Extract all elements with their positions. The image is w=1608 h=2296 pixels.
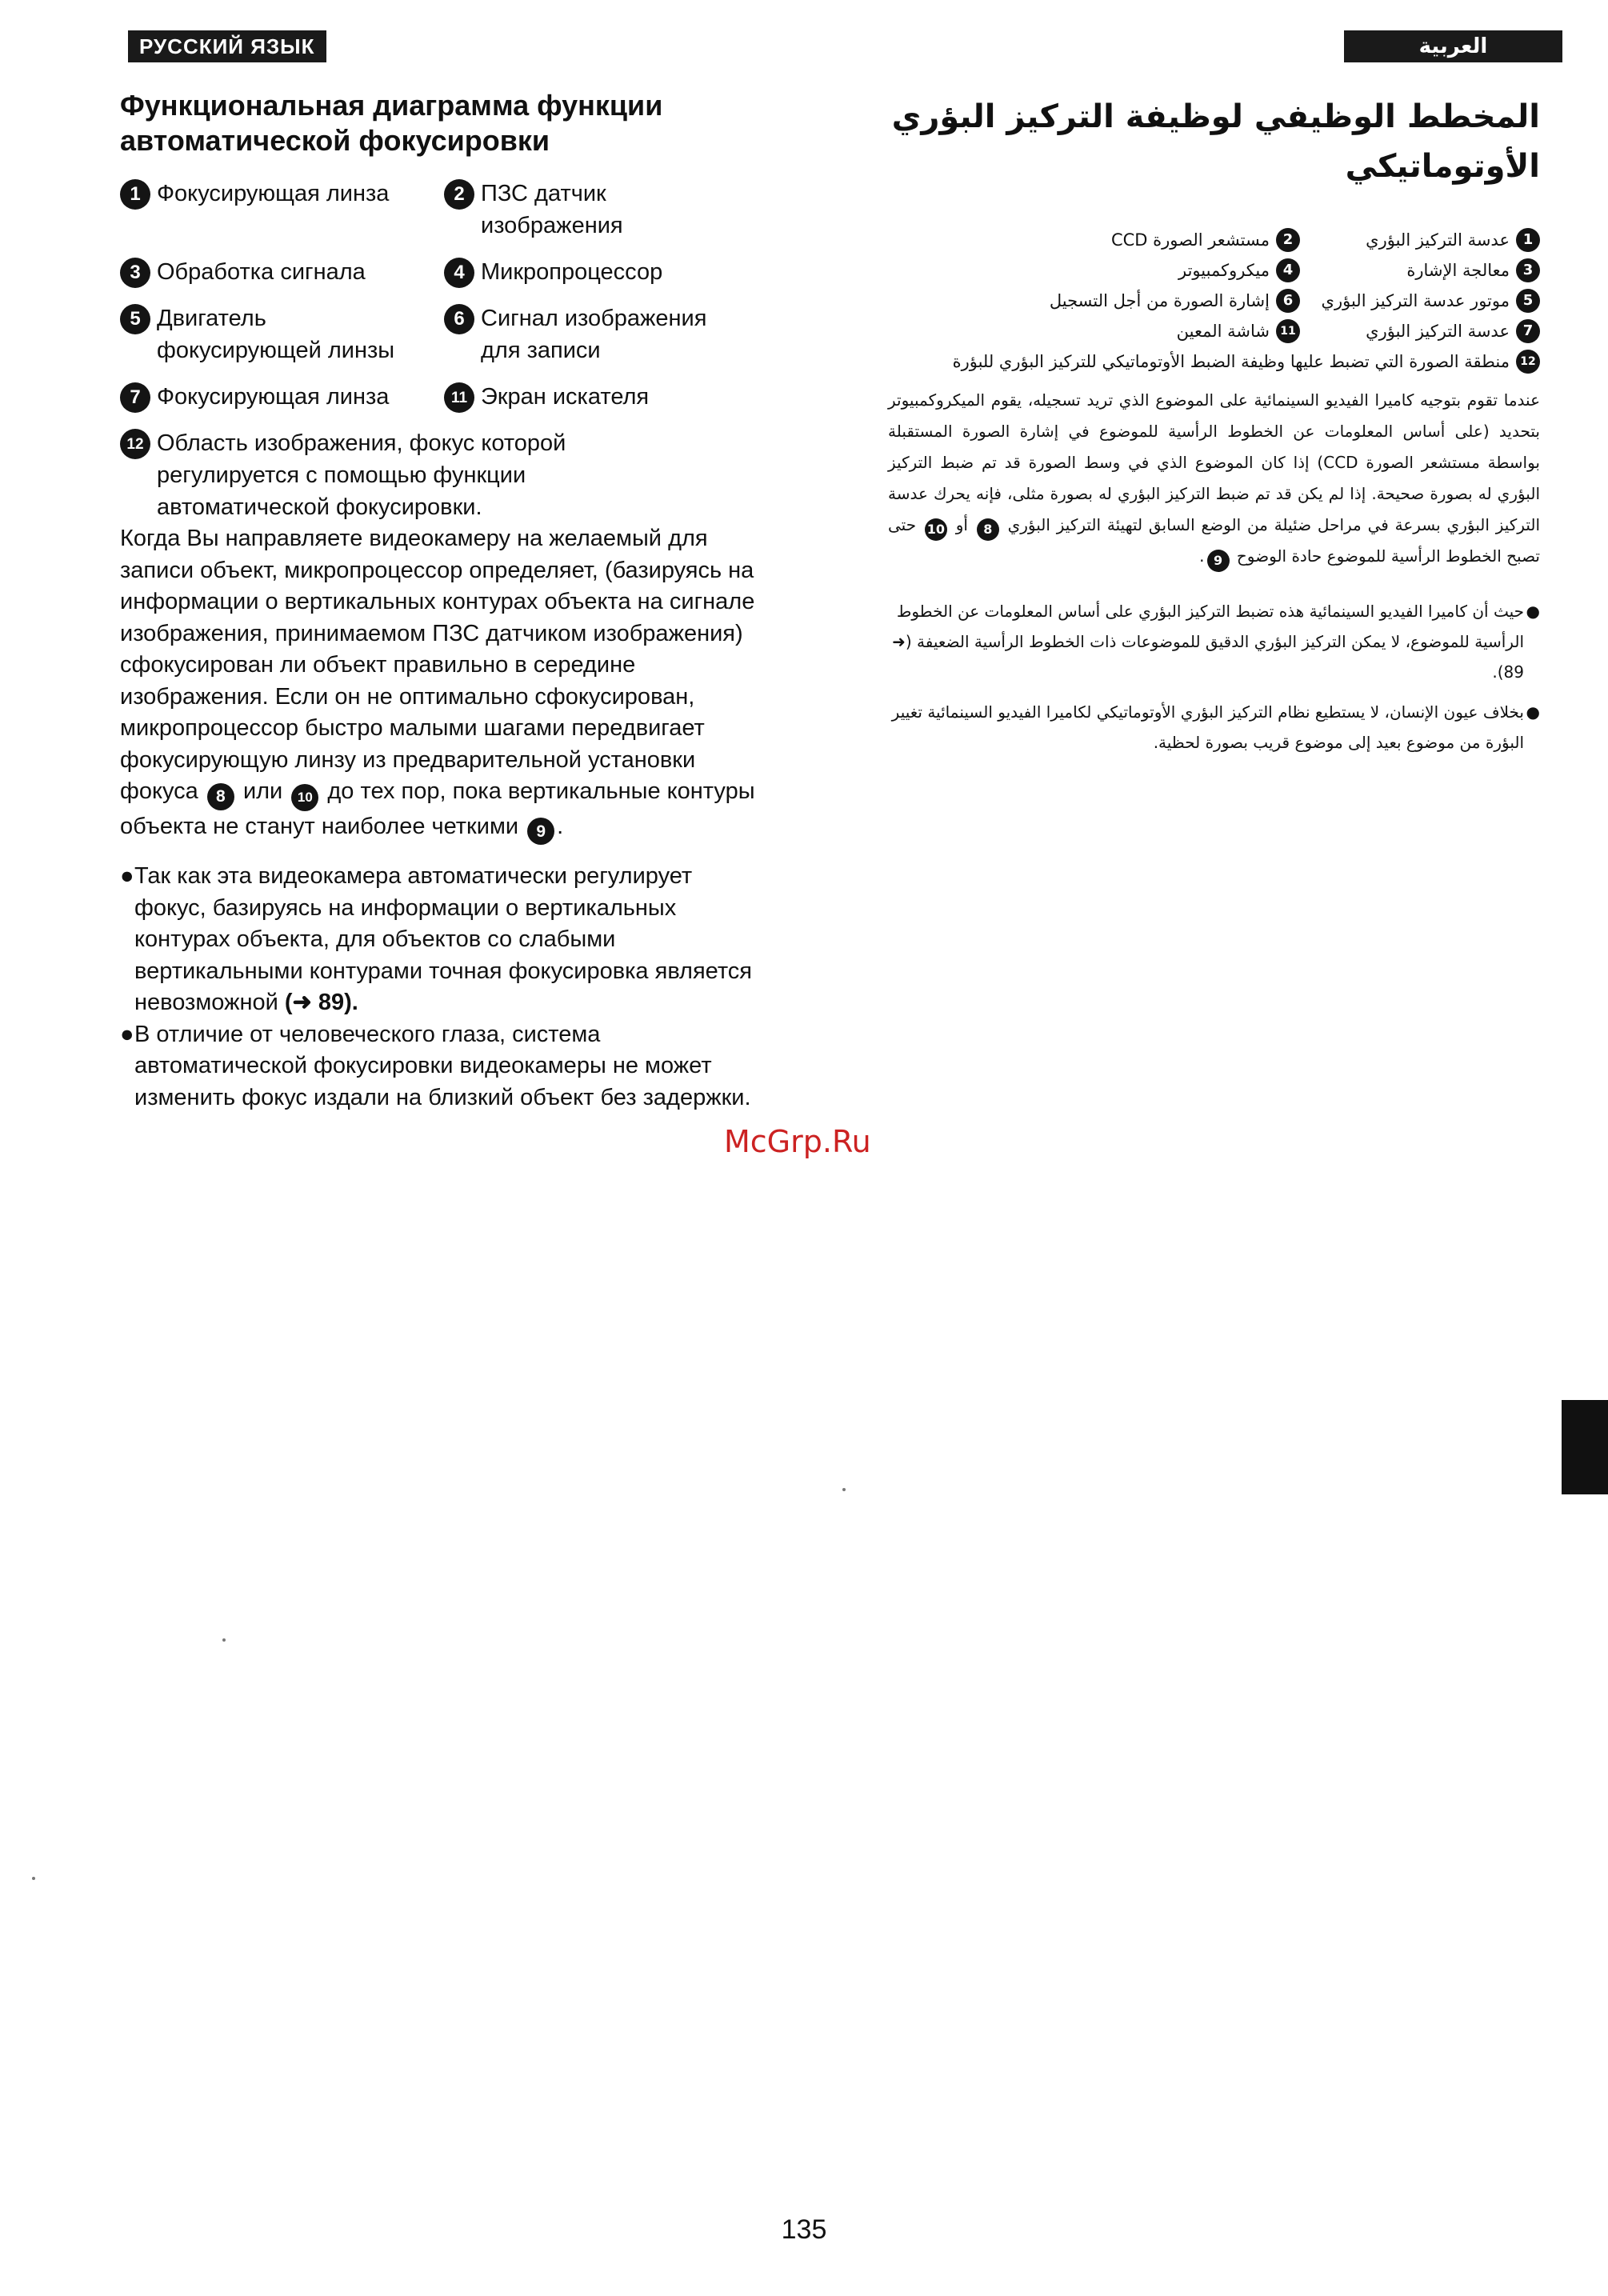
number-badge-5: 5 [120, 304, 150, 334]
russian-section [120, 88, 760, 1114]
paragraph-text: или [242, 778, 283, 804]
legend-item-12 [888, 346, 1540, 377]
russian-legend [120, 178, 760, 523]
legend-label: شاشة المعين [1176, 322, 1270, 341]
legend-label: Область изображения, фокус которой регулируется с помощью функции автоматической фокусировки. [157, 430, 566, 520]
note-item [888, 697, 1540, 758]
number-badge-2: 2 [1276, 228, 1300, 252]
legend-item-3 [120, 256, 444, 288]
legend-item-7 [120, 381, 444, 413]
legend-item-7 [1300, 316, 1540, 346]
legend-label: Фокусирующая линза [157, 181, 390, 206]
legend-label: موتور عدسة التركيز البؤري [1321, 291, 1510, 310]
legend-item-5 [1300, 286, 1540, 316]
number-badge-1: 1 [1516, 228, 1540, 252]
number-badge-2: 2 [444, 179, 474, 210]
number-badge-1: 1 [120, 179, 150, 210]
arabic-title-line-2: الأوتوماتيكي [1345, 148, 1540, 185]
russian-body-paragraph [120, 523, 760, 845]
legend-label: Двигатель фокусирующей линзы [157, 306, 395, 363]
bullet-icon: ● [120, 863, 134, 889]
number-badge-4: 4 [1276, 258, 1300, 282]
watermark: McGrp.Ru [724, 1124, 871, 1159]
legend-label: عدسة التركيز البؤري [1366, 322, 1510, 341]
legend-label: Микропроцессор [481, 259, 663, 285]
arabic-title-line-1: المخطط الوظيفي لوظيفة التركيز البؤري [891, 98, 1540, 135]
number-badge-3: 3 [120, 258, 150, 288]
bullet-icon: ● [120, 1021, 134, 1047]
bullet-icon: ● [1526, 602, 1540, 621]
number-badge-7: 7 [120, 382, 150, 413]
language-tab-russian: РУССКИЙ ЯЗЫК [128, 30, 326, 62]
note-text [134, 861, 760, 1019]
legend-item-11 [444, 381, 760, 413]
legend-item-3 [1300, 255, 1540, 286]
number-badge-6: 6 [444, 304, 474, 334]
legend-label: Экран искателя [481, 384, 650, 410]
legend-label: Сигнал изображения для записи [481, 306, 707, 363]
legend-item-6 [888, 286, 1300, 316]
section-index-tab [1562, 1400, 1608, 1494]
legend-label: إشارة الصورة من أجل التسجيل [1049, 291, 1270, 310]
note-text: حيث أن كاميرا الفيديو السينمائية هذه تضبط التركيز البؤري على أساس المعلومات عن الخطوط الرأسية للموضوع، لا يمكن التركيز البؤري الدقيق للموضوعات ذات الخطوط الرأسية الضعيفة (➜ 89). [892, 602, 1524, 682]
ref-badge-10: 10 [925, 518, 947, 541]
paragraph-text: . [557, 813, 564, 839]
legend-item-12 [120, 427, 760, 523]
ref-badge-8: 8 [207, 783, 234, 810]
arabic-notes [888, 596, 1540, 758]
note-text: بخلاف عيون الإنسان، لا يستطيع نظام التركيز البؤري الأوتوماتيكي لكاميرا الفيديو السينمائية تغيير البؤرة من موضوع بعيد إلى موضوع قريب بصورة لحظية. [891, 702, 1524, 752]
legend-label: Фокусирующая линза [157, 384, 390, 410]
note-item [120, 861, 760, 1019]
paragraph-text: Когда Вы направляете видеокамеру на желаемый для записи объект, микропроцессор определяет, (базируясь на информации о вертикальных контурах объекта на сигнале изображения, принимаемом ПЗС датчиком изображения) сфокусирован ли объект правильно в середине изображения. Если он не оптимально сфокусирован, микропроцессор быстро малыми шагами передвигает фокусирующую линзу из предварительной установки фокуса [120, 526, 755, 804]
legend-item-4 [444, 256, 760, 288]
paragraph-text: حتى تصبح الخطوط الرأسية للموضوع حادة الوضوح [888, 515, 1540, 566]
legend-label: مستشعر الصورة CCD [1110, 230, 1270, 250]
note-item [888, 596, 1540, 687]
number-badge-7: 7 [1516, 319, 1540, 343]
page-number: 135 [781, 2214, 827, 2245]
arabic-section [888, 92, 1540, 767]
legend-item-2 [888, 225, 1300, 255]
scan-speck [842, 1488, 846, 1491]
ref-badge-9: 9 [1207, 550, 1230, 572]
legend-label: ميكروكمبيوتر [1178, 261, 1270, 280]
paragraph-text: . [1199, 546, 1205, 566]
ref-badge-9: 9 [527, 818, 554, 845]
legend-item-2 [444, 178, 760, 242]
paragraph-text: أو [955, 515, 968, 534]
legend-item-4 [888, 255, 1300, 286]
page-reference-link[interactable]: (➜ 89). [284, 990, 358, 1015]
note-text-body: Так как эта видеокамера автоматически регулирует фокус, базируясь на информации о вертикальных контурах объекта, для объектов со слабыми вертикальными контурами точная фокусировка является невозможной [134, 863, 753, 1015]
number-badge-12: 12 [120, 429, 150, 459]
paragraph-text: عندما تقوم بتوجيه كاميرا الفيديو السينمائية على الموضوع الذي تريد تسجيله، يقوم الميكروكمبيوتر بتحديد (على أساس المعلومات عن الخطوط الرأسية للموضوع في إشارة الصورة المستقبلة بواسطة مستشعر الصورة CCD) إذا كان الموضوع الذي في وسط الصورة قد تم ضبط التركيز البؤري له بصورة صحيحة. إذا لم يكن قد تم ضبط التركيز البؤري له بصورة مثلى، فإنه يحرك عدسة التركيز البؤري بسرعة في مراحل ضئيلة من الوضع السابق لتهيئة التركيز البؤري [888, 390, 1541, 534]
number-badge-4: 4 [444, 258, 474, 288]
legend-label: ПЗС датчик изображения [481, 181, 623, 238]
number-badge-3: 3 [1516, 258, 1540, 282]
scan-speck [222, 1638, 226, 1642]
note-text: В отличие от человеческого глаза, система автоматической фокусировки видеокамеры не может изменить фокус издали на близкий объект без задержки. [134, 1021, 751, 1110]
arabic-body-paragraph [888, 385, 1540, 572]
russian-notes [120, 861, 760, 1114]
arabic-legend [888, 225, 1540, 377]
ref-badge-8: 8 [977, 518, 999, 541]
legend-label: منطقة الصورة التي تضبط عليها وظيفة الضبط الأوتوماتيكي للتركيز البؤري للبؤرة [952, 352, 1510, 371]
legend-label: معالجة الإشارة [1406, 261, 1510, 280]
arabic-title [888, 92, 1540, 191]
number-badge-12: 12 [1516, 350, 1540, 374]
legend-label: عدسة التركيز البؤري [1366, 230, 1510, 250]
legend-item-1 [120, 178, 444, 242]
legend-item-11 [888, 316, 1300, 346]
scan-speck [32, 1877, 35, 1880]
russian-title [120, 88, 760, 158]
number-badge-11: 11 [444, 382, 474, 413]
number-badge-5: 5 [1516, 289, 1540, 313]
number-badge-11: 11 [1276, 319, 1300, 343]
note-item [120, 1019, 760, 1114]
ref-badge-10: 10 [291, 784, 318, 811]
legend-item-6 [444, 302, 760, 366]
legend-label: Обработка сигнала [157, 259, 366, 285]
bullet-icon: ● [1526, 702, 1540, 722]
legend-item-5 [120, 302, 444, 366]
language-tab-arabic: العربية [1344, 30, 1562, 62]
russian-title-line-2: автоматической фокусировки [120, 124, 550, 157]
number-badge-6: 6 [1276, 289, 1300, 313]
legend-item-1 [1300, 225, 1540, 255]
paragraph-text: до тех пор, пока вертикальные контуры объекта не станут наиболее четкими [120, 778, 755, 839]
russian-title-line-1: Функциональная диаграмма функции [120, 89, 663, 122]
